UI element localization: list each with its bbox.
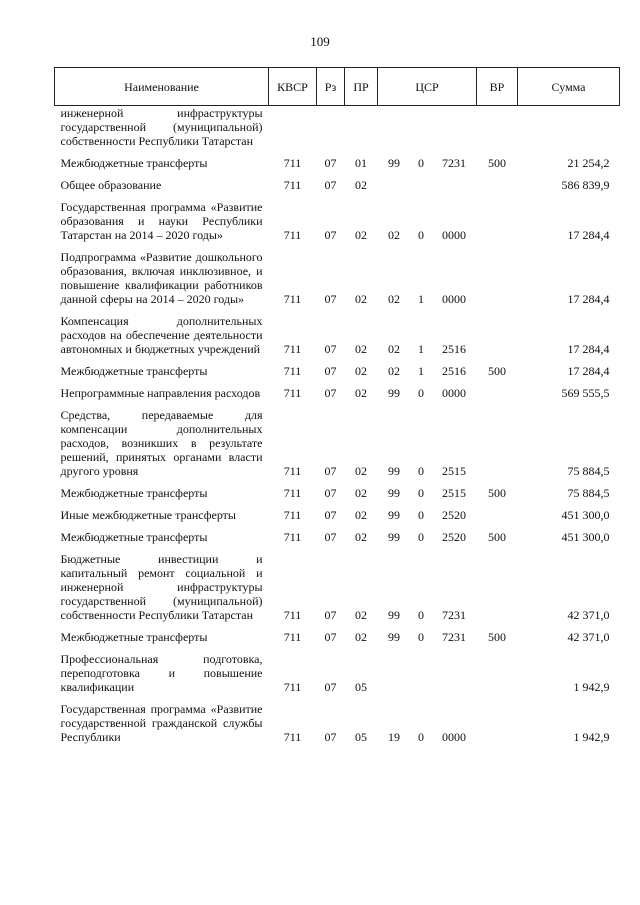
row-csr-program: 99 bbox=[388, 464, 400, 478]
row-csr-subprogram: 0 bbox=[418, 156, 424, 170]
row-rz: 07 bbox=[324, 486, 337, 500]
table-header-row bbox=[55, 68, 620, 106]
row-csr-subprogram: 1 bbox=[418, 292, 424, 306]
row-csr-code: 7231 bbox=[442, 630, 466, 644]
row-csr-program: 19 bbox=[388, 730, 400, 744]
row-kvsr: 711 bbox=[283, 730, 302, 744]
table-row bbox=[55, 106, 620, 151]
header-rz: Рз bbox=[317, 68, 345, 106]
row-csr-subprogram: 0 bbox=[418, 730, 424, 744]
row-name: инженерной инфраструктуры государственной (муниципальной) собственности Республики Татарстан bbox=[60, 106, 263, 148]
row-vr bbox=[477, 646, 518, 696]
row-pr: 05 bbox=[355, 680, 367, 694]
row-csr-code: 2516 bbox=[442, 342, 466, 356]
row-name: Межбюджетные трансферты bbox=[60, 364, 208, 378]
row-csr-program: 02 bbox=[388, 228, 400, 242]
table-row bbox=[55, 172, 620, 194]
row-name: Государственная программа «Развитие государственной гражданской службы Республики bbox=[60, 702, 263, 744]
row-vr: 500 bbox=[488, 486, 507, 500]
row-csr-subprogram: 0 bbox=[418, 530, 424, 544]
row-vr bbox=[477, 380, 518, 402]
table-row bbox=[55, 150, 620, 172]
row-rz: 07 bbox=[324, 342, 337, 356]
row-rz: 07 bbox=[324, 228, 337, 242]
row-sum: 21 254,2 bbox=[567, 156, 610, 170]
row-pr: 02 bbox=[355, 530, 367, 544]
table-row bbox=[55, 480, 620, 502]
row-kvsr: 711 bbox=[283, 464, 302, 478]
row-sum: 569 555,5 bbox=[561, 386, 610, 400]
row-sum: 17 284,4 bbox=[567, 342, 610, 356]
row-csr-code: 0000 bbox=[442, 386, 466, 400]
row-csr-program: 02 bbox=[388, 292, 400, 306]
row-vr bbox=[477, 308, 518, 358]
row-vr: 500 bbox=[488, 630, 507, 644]
row-rz: 07 bbox=[324, 156, 337, 170]
row-csr-code bbox=[432, 172, 477, 194]
row-kvsr: 711 bbox=[283, 292, 302, 306]
table-row bbox=[55, 308, 620, 358]
table-row bbox=[55, 524, 620, 546]
row-csr-program bbox=[378, 172, 411, 194]
row-csr-program: 99 bbox=[388, 530, 400, 544]
row-kvsr: 711 bbox=[283, 680, 302, 694]
row-pr: 02 bbox=[355, 508, 367, 522]
row-vr bbox=[477, 402, 518, 480]
row-rz: 07 bbox=[324, 508, 337, 522]
row-rz: 07 bbox=[324, 464, 337, 478]
row-rz: 07 bbox=[324, 530, 337, 544]
table-row bbox=[55, 546, 620, 624]
row-csr-subprogram bbox=[411, 172, 432, 194]
row-kvsr: 711 bbox=[283, 342, 302, 356]
row-name: Компенсация дополнительных расходов на обеспечение деятельности автономных и бюджетных учреждений bbox=[60, 314, 263, 356]
row-csr-code: 2515 bbox=[442, 464, 466, 478]
row-name: Подпрограмма «Развитие дошкольного образования, включая инклюзивное, и повышение квалификации работников данной сферы на 2014 – 2020 годы» bbox=[60, 250, 263, 306]
table-row bbox=[55, 624, 620, 646]
row-name: Иные межбюджетные трансферты bbox=[60, 508, 236, 522]
row-csr-subprogram: 0 bbox=[418, 386, 424, 400]
table-row bbox=[55, 380, 620, 402]
table-row bbox=[55, 696, 620, 746]
row-name: Межбюджетные трансферты bbox=[60, 630, 208, 644]
row-csr-program bbox=[378, 106, 411, 151]
row-csr-program: 02 bbox=[388, 342, 400, 356]
row-vr bbox=[477, 172, 518, 194]
header-csr: ЦСР bbox=[378, 68, 477, 106]
row-vr bbox=[477, 194, 518, 244]
row-pr: 02 bbox=[355, 292, 367, 306]
row-csr-subprogram bbox=[411, 106, 432, 151]
row-pr: 02 bbox=[355, 464, 367, 478]
row-sum: 1 942,9 bbox=[573, 680, 610, 694]
row-kvsr: 711 bbox=[283, 228, 302, 242]
row-rz bbox=[317, 106, 345, 151]
header-kvsr: КВСР bbox=[269, 68, 317, 106]
row-pr: 02 bbox=[355, 228, 367, 242]
row-kvsr: 711 bbox=[283, 486, 302, 500]
row-csr-program: 99 bbox=[388, 486, 400, 500]
row-csr-code: 0000 bbox=[442, 228, 466, 242]
row-name: Бюджетные инвестиции и капитальный ремонт социальной и инженерной инфраструктуры государственной (муниципальной) собственности Республики Татарстан bbox=[60, 552, 263, 622]
row-sum: 17 284,4 bbox=[567, 292, 610, 306]
row-vr bbox=[477, 244, 518, 308]
row-vr: 500 bbox=[488, 364, 507, 378]
row-sum: 451 300,0 bbox=[561, 530, 610, 544]
budget-table bbox=[54, 67, 620, 746]
row-pr: 02 bbox=[355, 630, 367, 644]
row-kvsr: 711 bbox=[283, 386, 302, 400]
row-csr-subprogram bbox=[411, 646, 432, 696]
row-kvsr bbox=[269, 106, 317, 151]
row-csr-subprogram: 0 bbox=[418, 486, 424, 500]
row-rz: 07 bbox=[324, 292, 337, 306]
row-vr: 500 bbox=[488, 530, 507, 544]
row-pr: 02 bbox=[355, 608, 367, 622]
row-csr-subprogram: 1 bbox=[418, 342, 424, 356]
row-sum: 75 884,5 bbox=[567, 486, 610, 500]
row-sum: 1 942,9 bbox=[573, 730, 610, 744]
row-csr-code: 2515 bbox=[442, 486, 466, 500]
row-vr: 500 bbox=[488, 156, 507, 170]
row-pr: 02 bbox=[355, 342, 367, 356]
row-csr-code: 0000 bbox=[442, 292, 466, 306]
row-csr-code bbox=[432, 646, 477, 696]
row-vr bbox=[477, 696, 518, 746]
row-rz: 07 bbox=[324, 608, 337, 622]
row-csr-program: 99 bbox=[388, 630, 400, 644]
row-vr bbox=[477, 546, 518, 624]
row-rz: 07 bbox=[324, 178, 337, 192]
row-sum: 451 300,0 bbox=[561, 508, 610, 522]
table-row bbox=[55, 244, 620, 308]
row-kvsr: 711 bbox=[283, 530, 302, 544]
row-name: Государственная программа «Развитие образования и науки Республики Татарстан на 2014 – 2020 годы» bbox=[60, 200, 263, 242]
row-csr-code: 2520 bbox=[442, 530, 466, 544]
row-csr-code: 2520 bbox=[442, 508, 466, 522]
row-name: Межбюджетные трансферты bbox=[60, 530, 208, 544]
row-rz: 07 bbox=[324, 630, 337, 644]
row-csr-subprogram: 0 bbox=[418, 608, 424, 622]
row-pr: 01 bbox=[355, 156, 367, 170]
row-sum bbox=[518, 106, 620, 151]
page-number: 109 bbox=[310, 34, 330, 49]
row-pr: 02 bbox=[355, 178, 367, 192]
row-csr-program: 99 bbox=[388, 156, 400, 170]
table-row bbox=[55, 502, 620, 524]
row-vr bbox=[477, 106, 518, 151]
row-pr bbox=[345, 106, 378, 151]
table-row bbox=[55, 646, 620, 696]
row-kvsr: 711 bbox=[283, 156, 302, 170]
table-row bbox=[55, 358, 620, 380]
row-kvsr: 711 bbox=[283, 630, 302, 644]
table-row bbox=[55, 402, 620, 480]
row-sum: 586 839,9 bbox=[561, 178, 610, 192]
row-csr-code: 2516 bbox=[442, 364, 466, 378]
header-name: Наименование bbox=[55, 68, 269, 106]
row-name: Межбюджетные трансферты bbox=[60, 156, 208, 170]
header-pr: ПР bbox=[345, 68, 378, 106]
row-pr: 02 bbox=[355, 486, 367, 500]
table-row bbox=[55, 194, 620, 244]
header-vr: ВР bbox=[477, 68, 518, 106]
row-csr-code: 7231 bbox=[442, 156, 466, 170]
row-csr-code: 0000 bbox=[442, 730, 466, 744]
row-rz: 07 bbox=[324, 730, 337, 744]
row-name: Профессиональная подготовка, переподготовка и повышение квалификации bbox=[60, 652, 263, 694]
row-rz: 07 bbox=[324, 364, 337, 378]
row-csr-code: 7231 bbox=[442, 608, 466, 622]
row-kvsr: 711 bbox=[283, 508, 302, 522]
row-name: Межбюджетные трансферты bbox=[60, 486, 208, 500]
row-rz: 07 bbox=[324, 680, 337, 694]
row-name: Непрограммные направления расходов bbox=[60, 386, 261, 400]
row-pr: 05 bbox=[355, 730, 367, 744]
row-sum: 75 884,5 bbox=[567, 464, 610, 478]
row-sum: 42 371,0 bbox=[567, 630, 610, 644]
header-sum: Сумма bbox=[518, 68, 620, 106]
row-csr-subprogram: 0 bbox=[418, 508, 424, 522]
row-csr-program: 02 bbox=[388, 364, 400, 378]
row-pr: 02 bbox=[355, 364, 367, 378]
row-csr-subprogram: 1 bbox=[418, 364, 424, 378]
row-name: Общее образование bbox=[60, 178, 162, 192]
row-csr-code bbox=[432, 106, 477, 151]
row-csr-program: 99 bbox=[388, 508, 400, 522]
row-sum: 42 371,0 bbox=[567, 608, 610, 622]
row-sum: 17 284,4 bbox=[567, 228, 610, 242]
row-kvsr: 711 bbox=[283, 364, 302, 378]
row-csr-program: 99 bbox=[388, 386, 400, 400]
row-kvsr: 711 bbox=[283, 608, 302, 622]
row-csr-program bbox=[378, 646, 411, 696]
row-csr-program: 99 bbox=[388, 608, 400, 622]
row-name: Средства, передаваемые для компенсации дополнительных расходов, возникших в результате решений, принятых органами власти другого уровня bbox=[60, 408, 263, 478]
row-sum: 17 284,4 bbox=[567, 364, 610, 378]
row-csr-subprogram: 0 bbox=[418, 228, 424, 242]
row-kvsr: 711 bbox=[283, 178, 302, 192]
row-rz: 07 bbox=[324, 386, 337, 400]
row-csr-subprogram: 0 bbox=[418, 464, 424, 478]
row-vr bbox=[477, 502, 518, 524]
row-pr: 02 bbox=[355, 386, 367, 400]
row-csr-subprogram: 0 bbox=[418, 630, 424, 644]
